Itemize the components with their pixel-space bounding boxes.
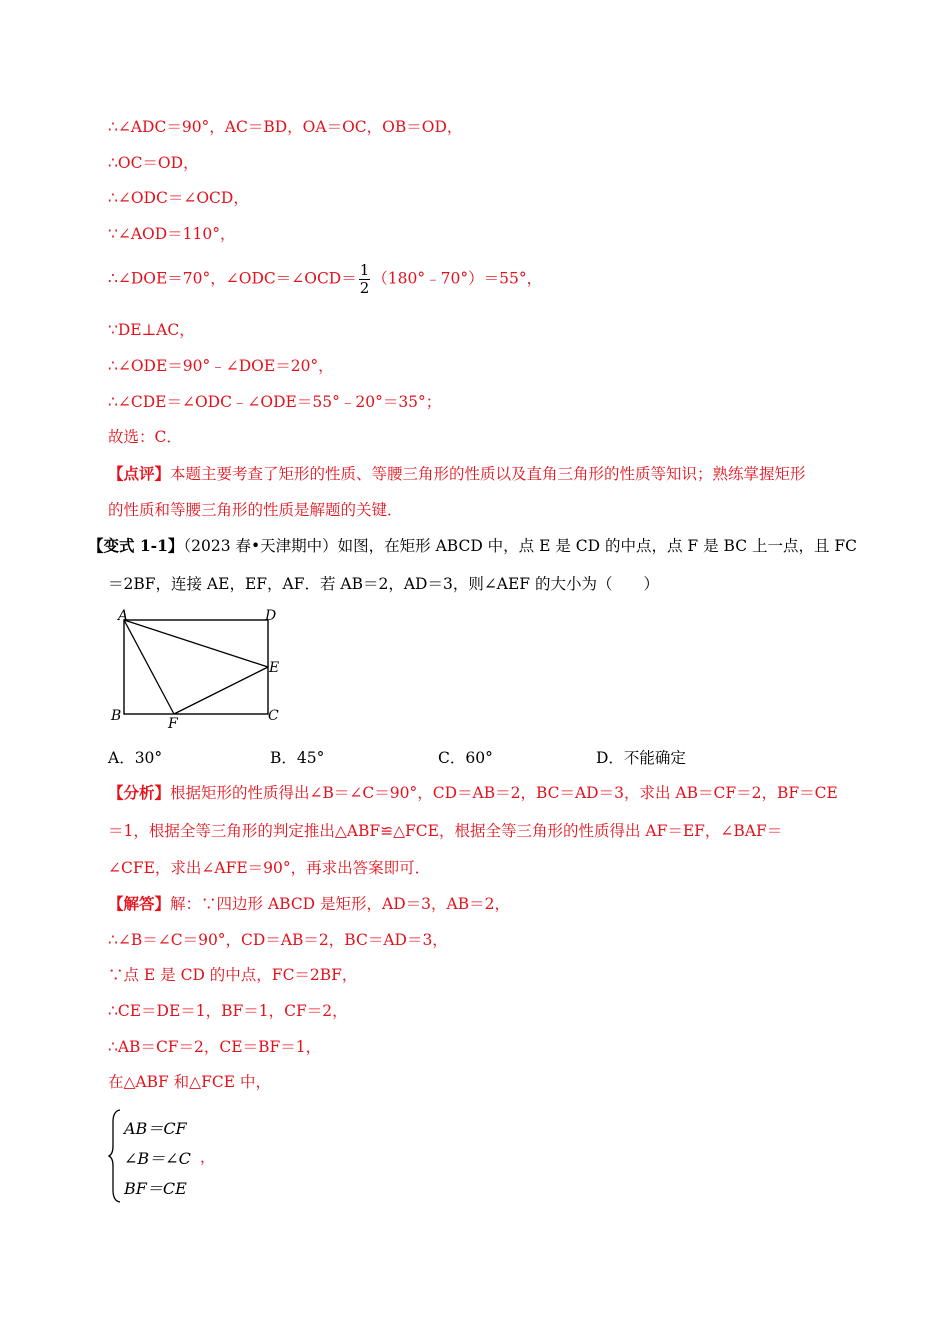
- comment-label: 【点评】: [108, 464, 171, 483]
- answer-line-6: 在△ABF 和△FCE 中，: [108, 1073, 271, 1091]
- comment-line-2: 的性质和等腰三角形的性质是解题的关键．: [108, 501, 403, 519]
- answer-options: [108, 746, 828, 768]
- left-brace-icon: [108, 1108, 122, 1204]
- analysis-label: 【分析】: [108, 783, 171, 802]
- label-c: C: [268, 708, 279, 724]
- solution-line-5-lead: ∴∠DOE＝70°，∠ODC＝∠OCD＝: [108, 269, 357, 288]
- label-f: F: [168, 716, 178, 730]
- fraction-one-half: [359, 262, 371, 297]
- answer-line-5: ∴AB＝CF＝2，CE＝BF＝1，: [108, 1038, 322, 1056]
- solution-line-5: [108, 262, 542, 297]
- option-d: D．不能确定: [596, 749, 686, 767]
- variant-label: 【变式 1-1】: [88, 536, 184, 555]
- solution-line-1: ∴∠ADC＝90°，AC＝BD，OA＝OC，OB＝OD，: [108, 118, 463, 136]
- segment-ef: [174, 667, 268, 714]
- solution-line-8: ∴∠CDE＝∠ODC﹣∠ODE＝55°﹣20°＝35°；: [108, 393, 442, 411]
- fraction-numerator: 1: [359, 261, 370, 279]
- variant-line-2: ＝2BF，连接 AE，EF，AF．若 AB＝2，AD＝3，则∠AEF 的大小为（ ）: [108, 575, 659, 593]
- comment-line-1: [108, 464, 806, 484]
- option-b: B．45°: [270, 749, 325, 767]
- label-d: D: [265, 608, 277, 624]
- solution-line-2: ∴OC＝OD，: [108, 154, 199, 172]
- analysis-text-1: 根据矩形的性质得出∠B＝∠C＝90°，CD＝AB＝2，BC＝AD＝3，求出 AB＝CF＝2，BF＝CE: [170, 784, 838, 802]
- answer-line-1: [108, 894, 510, 914]
- answer-text-1: 解：∵四边形 ABCD 是矩形，AD＝3，AB＝2，: [170, 895, 510, 913]
- label-a: A: [118, 608, 129, 624]
- label-b: B: [111, 708, 122, 724]
- answer-line-3: ∵点 E 是 CD 的中点，FC＝2BF，: [108, 966, 358, 984]
- solution-line-3: ∴∠ODC＝∠OCD，: [108, 189, 249, 207]
- solution-line-4: ∵∠AOD＝110°，: [108, 225, 236, 243]
- system-suffix: ，: [200, 1148, 216, 1166]
- answer-label: 【解答】: [108, 894, 171, 913]
- equation-system: [108, 1108, 228, 1204]
- system-row-3: BF＝CE: [124, 1179, 187, 1198]
- solution-line-6: ∵DE⊥AC，: [108, 321, 195, 339]
- rectangle-abcd: [124, 620, 268, 714]
- variant-text-1: （2023 春•天津期中）如图，在矩形 ABCD 中，点 E 是 CD 的中点，点 F 是 BC 上一点，且 FC: [183, 537, 858, 555]
- rectangle-figure: [108, 604, 298, 730]
- analysis-line-3: ∠CFE，求出∠AFE＝90°，再求出答案即可．: [108, 859, 431, 877]
- solution-line-7: ∴∠ODE＝90°﹣∠DOE＝20°，: [108, 357, 334, 375]
- label-e: E: [269, 660, 280, 676]
- answer-line-4: ∴CE＝DE＝1，BF＝1，CF＝2，: [108, 1002, 348, 1020]
- solution-choice: 故选：C．: [108, 428, 182, 446]
- system-row-2: ∠B＝∠C: [124, 1149, 191, 1168]
- comment-text-1: 本题主要考查了矩形的性质、等腰三角形的性质以及直角三角形的性质等知识；熟练掌握矩形: [170, 465, 806, 483]
- answer-line-2: ∴∠B＝∠C＝90°，CD＝AB＝2，BC＝AD＝3，: [108, 931, 448, 949]
- variant-line-1: [88, 536, 857, 556]
- analysis-line-2: ＝1，根据全等三角形的判定推出△ABF≌△FCE，根据全等三角形的性质得出 AF＝EF，∠BAF＝: [108, 822, 783, 840]
- system-row-1: AB＝CF: [124, 1119, 187, 1138]
- option-c: C．60°: [438, 749, 493, 767]
- solution-line-5-tail: （180°﹣70°）＝55°，: [372, 269, 543, 288]
- analysis-line-1: [108, 783, 838, 803]
- option-a: A．30°: [108, 749, 163, 767]
- fraction-denominator: 2: [359, 279, 370, 297]
